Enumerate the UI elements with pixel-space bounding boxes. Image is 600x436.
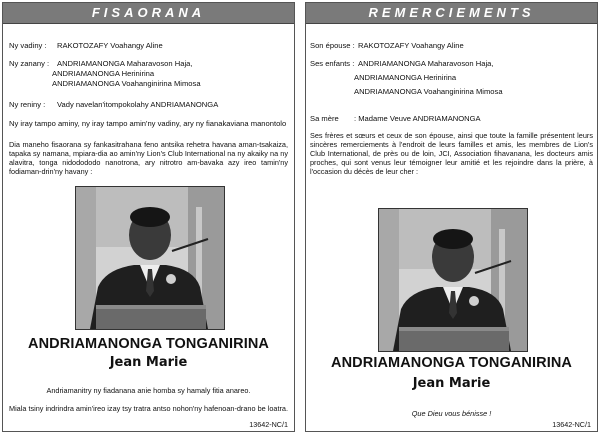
reniny-name: Vady navelan'itompokolahy ANDRIAMANONGA (57, 100, 219, 109)
panel-remerciements (305, 2, 598, 432)
mere-name: : Madame Veuve ANDRIAMANONGA (354, 114, 481, 123)
enfants-name-2: ANDRIAMANONGA Herinirina (354, 73, 457, 82)
portrait-image (76, 187, 224, 329)
vady-name: RAKOTOZAFY Voahangy Aline (57, 41, 163, 50)
portrait-image (379, 209, 527, 351)
zanany-name-2: ANDRIAMANONGA Herinirina (52, 69, 155, 78)
panel-title: REMERCIEMENTS (368, 5, 535, 20)
deceased-given-name: Jean Marie (412, 376, 491, 391)
deceased-name: ANDRIAMANONGA TONGANIRINA (331, 355, 572, 371)
iray-tampo-line: Ny iray tampo aminy, ny iray tampo amin'ny vadiny, ary ny fianakaviana manontolo (9, 119, 287, 128)
enfants-label: Ses enfants : (310, 59, 355, 68)
reference-number: 13642-NC/1 (552, 420, 591, 429)
vady-label: Ny vadiny : (9, 41, 47, 50)
panel-fisaorana (2, 2, 295, 432)
panel-header (306, 3, 597, 24)
zanany-name-3: ANDRIAMANONGA Voahanginirina Mimosa (52, 79, 201, 88)
closing-line-2: Miala tsiny indrindra amin'ireo izay tsy tratra antso nohon'ny hafenoan-drano be loatra. (8, 404, 288, 413)
panel-title: FISAORANA (91, 5, 206, 20)
mere-label: Sa mère (310, 114, 339, 123)
portrait-photo (378, 208, 528, 352)
closing-line: Que Dieu vous bénisse ! (411, 409, 492, 418)
zanany-name-1: ANDRIAMANONGA Maharavoson Haja, (57, 59, 193, 68)
deceased-given-name: Jean Marie (109, 355, 188, 370)
remerciements-paragraph: Ses frères et sœurs et ceux de son épouse, ainsi que toute la famille présentent leurs sincères remerciements à l'endroit de leurs familles et amis, les membres de Lion's Club International, de près ou de loin, JCI, Association fihavanana, les docteurs amis proches, qui sont venus leur témoigner leur amitié et les rejoindre dans la prière, à l'occasion du décès de leur cher : (310, 131, 593, 176)
enfants-name-1: ANDRIAMANONGA Maharavoson Haja, (358, 59, 494, 68)
deceased-name: ANDRIAMANONGA TONGANIRINA (28, 336, 269, 352)
portrait-photo (75, 186, 225, 330)
panel-header (3, 3, 294, 24)
epouse-label: Son épouse : (310, 41, 355, 50)
zanany-label: Ny zanany : (9, 59, 50, 68)
reniny-label: Ny reniny : (9, 100, 46, 109)
reference-number: 13642-NC/1 (249, 420, 288, 429)
fisaorana-paragraph: Dia maneho fisaorana sy fankasitrahana feno antsika rehetra havana aman-tsakaiza, tapaka sy namana, mpiara-dia ao amin'ny Lion's Club International na ny akaiky na ny alavitra, tonga nidodododo nanotrona, ary nitrotro am-bavaka azy ireo tamin'ny fodiaman-drin'ny havany : (9, 140, 288, 176)
closing-line-1: Andriamanitry ny fiadanana anie homba sy hamaly fitia anareo. (46, 386, 251, 395)
epouse-name: RAKOTOZAFY Voahangy Aline (358, 41, 464, 50)
enfants-name-3: ANDRIAMANONGA Voahanginirina Mimosa (354, 87, 503, 96)
